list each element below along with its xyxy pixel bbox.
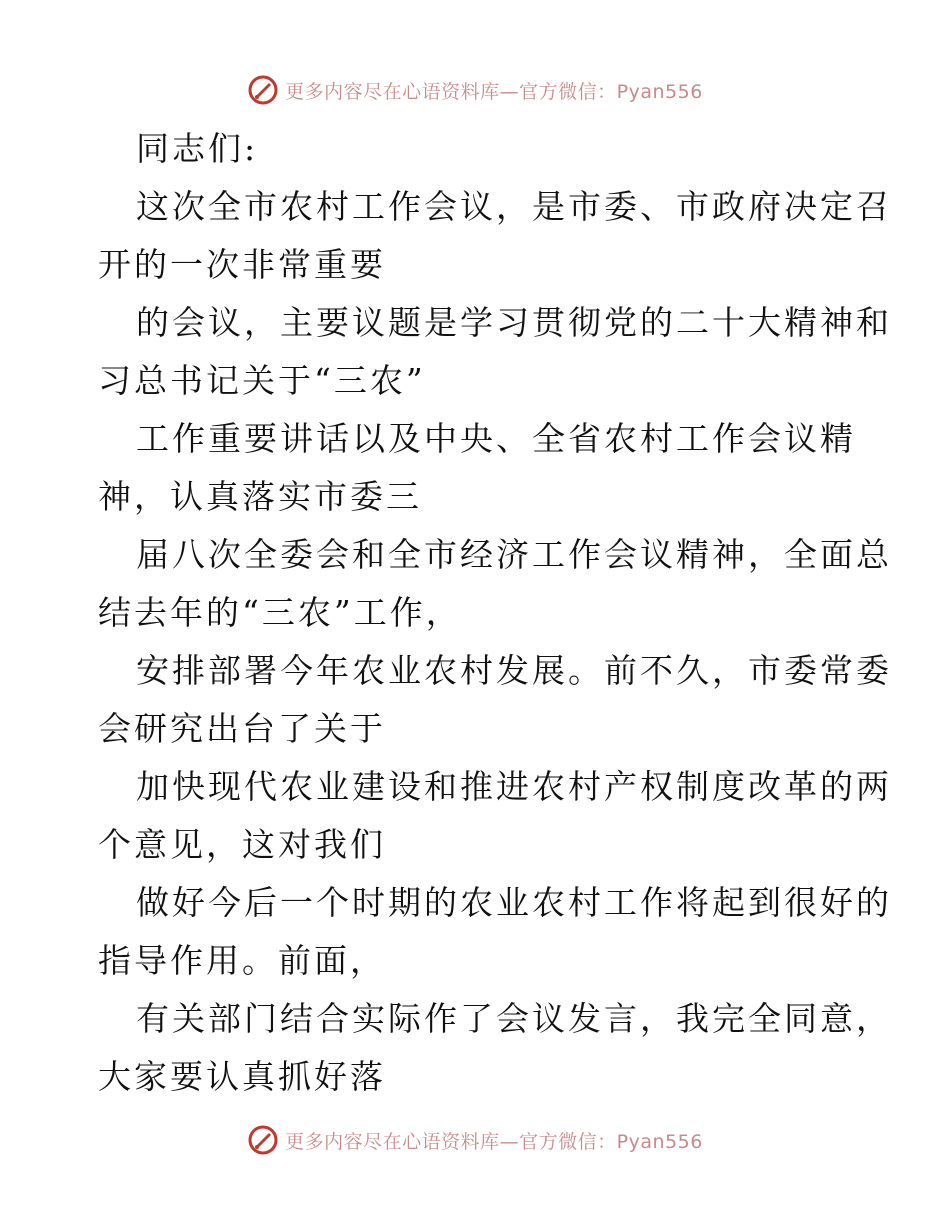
- document-line: 的会议，主要议题是学习贯彻党的二十大精神和: [136, 303, 892, 342]
- document-line: 做好今后一个时期的农业农村工作将起到很好的: [136, 883, 892, 922]
- document-line: 大家要认真抓好落: [98, 1057, 386, 1096]
- document-line: 届八次全委会和全市经济工作会议精神，全面总: [136, 535, 892, 574]
- document-line: 有关部门结合实际作了会议发言，我完全同意，: [136, 999, 892, 1038]
- document-line: 指导作用。前面，: [98, 941, 386, 980]
- document-line: 个意见，这对我们: [98, 825, 386, 864]
- watermark-text: 更多内容尽在心语资料库—官方微信：Pyan556: [285, 1130, 703, 1153]
- document-line: 习总书记关于“三农”: [98, 361, 426, 400]
- document-line: 加快现代农业建设和推进农村产权制度改革的两: [136, 767, 892, 806]
- watermark-logo-icon: [247, 1124, 279, 1156]
- document-line: 神，认真落实市委三: [98, 477, 422, 516]
- document-line: 开的一次非常重要: [98, 245, 386, 284]
- watermark-text: 更多内容尽在心语资料库—官方微信：Pyan556: [285, 80, 703, 103]
- document-body: [98, 120, 892, 1106]
- document-line: 这次全市农村工作会议，是市委、市政府决定召: [136, 187, 892, 226]
- watermark-header: [0, 70, 950, 110]
- document-line: 会研究出台了关于: [98, 709, 386, 748]
- watermark-logo-icon: [247, 74, 279, 106]
- document-line: 工作重要讲话以及中央、全省农村工作会议精: [136, 419, 856, 458]
- document-line: 安排部署今年农业农村发展。前不久，市委常委: [136, 651, 892, 690]
- document-line: 结去年的“三农”工作，: [98, 593, 462, 632]
- document-line: 同志们:: [136, 129, 259, 168]
- watermark-footer: [0, 1120, 950, 1160]
